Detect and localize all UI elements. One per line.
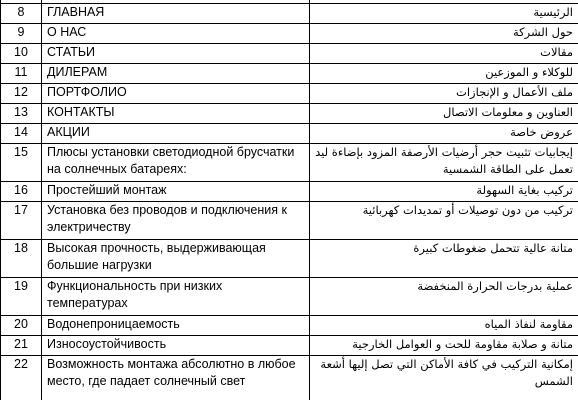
russian-text-cell[interactable]: Установка без проводов и подключения к электричеству bbox=[42, 202, 310, 240]
russian-text-cell[interactable]: Простейший монтаж bbox=[42, 182, 310, 202]
row-number-cell[interactable]: 22 bbox=[1, 356, 42, 400]
arabic-text-cell[interactable]: العناوين و معلومات الاتصال bbox=[310, 104, 578, 124]
arabic-text-cell[interactable]: تركيب بغاية السهولة bbox=[310, 182, 578, 202]
russian-text-cell[interactable]: Высокая прочность, выдерживающая большие нагрузки bbox=[42, 240, 310, 278]
table-row bbox=[1, 44, 578, 64]
table-row bbox=[1, 182, 578, 202]
russian-text-cell[interactable]: ГЛАВНАЯ bbox=[42, 4, 310, 24]
arabic-text-cell[interactable]: ملف الأعمال و الإنجازات bbox=[310, 84, 578, 104]
russian-text-cell[interactable]: ПОРТФОЛИО bbox=[42, 84, 310, 104]
row-number-cell[interactable]: 20 bbox=[1, 316, 42, 336]
arabic-text-cell[interactable]: للوكلاء و الموزعين bbox=[310, 64, 578, 84]
row-number-cell[interactable]: 15 bbox=[1, 144, 42, 182]
row-number-cell[interactable]: 14 bbox=[1, 124, 42, 144]
arabic-text-cell[interactable]: عملية بدرجات الحرارة المنخفضة bbox=[310, 278, 578, 316]
table-row bbox=[1, 124, 578, 144]
arabic-text-cell[interactable]: إمكانية التركيب في كافة الأماكن التي تصل إليها أشعة الشمس bbox=[310, 356, 578, 400]
row-number-cell[interactable]: 10 bbox=[1, 44, 42, 64]
row-number-cell[interactable]: 13 bbox=[1, 104, 42, 124]
arabic-text-cell[interactable]: عروض خاصة bbox=[310, 124, 578, 144]
russian-text-cell[interactable]: Водонепроницаемость bbox=[42, 316, 310, 336]
table-row bbox=[1, 144, 578, 182]
table-row bbox=[1, 84, 578, 104]
table-row bbox=[1, 202, 578, 240]
row-number-cell[interactable]: 17 bbox=[1, 202, 42, 240]
row-number-cell[interactable]: 19 bbox=[1, 278, 42, 316]
table-row bbox=[1, 64, 578, 84]
arabic-text-cell[interactable]: الرئيسية bbox=[310, 4, 578, 24]
arabic-text-cell[interactable]: متانة عالية تتحمل ضغوطات كبيرة bbox=[310, 240, 578, 278]
row-number-cell[interactable]: 12 bbox=[1, 84, 42, 104]
russian-text-cell[interactable]: КОНТАКТЫ bbox=[42, 104, 310, 124]
russian-text-cell[interactable]: Функциональность при низких температурах bbox=[42, 278, 310, 316]
table-row bbox=[1, 104, 578, 124]
table-row bbox=[1, 278, 578, 316]
arabic-text-cell[interactable]: إيجابيات تثبيت حجر أرضيات الأرصفة المزود بإضاءة ليد تعمل على الطاقة الشمسية bbox=[310, 144, 578, 182]
row-number-cell[interactable]: 21 bbox=[1, 336, 42, 356]
russian-text-cell[interactable]: Плюсы установки светодиодной брусчатки на солнечных батареях: bbox=[42, 144, 310, 182]
arabic-text-cell[interactable]: حول الشركة bbox=[310, 24, 578, 44]
russian-text-cell[interactable]: СТАТЬИ bbox=[42, 44, 310, 64]
table-row bbox=[1, 356, 578, 400]
russian-text-cell[interactable]: ДИЛЕРАМ bbox=[42, 64, 310, 84]
arabic-text-cell[interactable]: متانة و صلابة مقاومة للحت و العوامل الخارجية bbox=[310, 336, 578, 356]
table-row bbox=[1, 24, 578, 44]
arabic-text-cell[interactable]: مقالات bbox=[310, 44, 578, 64]
table-body bbox=[1, 0, 578, 400]
table-row bbox=[1, 336, 578, 356]
row-number-cell[interactable]: 16 bbox=[1, 182, 42, 202]
table-row bbox=[1, 4, 578, 24]
table-row bbox=[1, 316, 578, 336]
russian-text-cell[interactable]: Износоустойчивость bbox=[42, 336, 310, 356]
russian-text-cell[interactable]: О НАС bbox=[42, 24, 310, 44]
arabic-text-cell[interactable]: تركيب من دون توصيلات أو تمديدات كهربائية bbox=[310, 202, 578, 240]
row-number-cell[interactable]: 9 bbox=[1, 24, 42, 44]
row-number-cell[interactable]: 11 bbox=[1, 64, 42, 84]
arabic-text-cell[interactable]: مقاومة لنفاذ المياه bbox=[310, 316, 578, 336]
russian-text-cell[interactable]: АКЦИИ bbox=[42, 124, 310, 144]
row-number-cell[interactable]: 18 bbox=[1, 240, 42, 278]
table-row bbox=[1, 240, 578, 278]
russian-text-cell[interactable]: Возможность монтажа абсолютно в любое место, где падает солнечный свет bbox=[42, 356, 310, 400]
row-number-cell[interactable]: 8 bbox=[1, 4, 42, 24]
